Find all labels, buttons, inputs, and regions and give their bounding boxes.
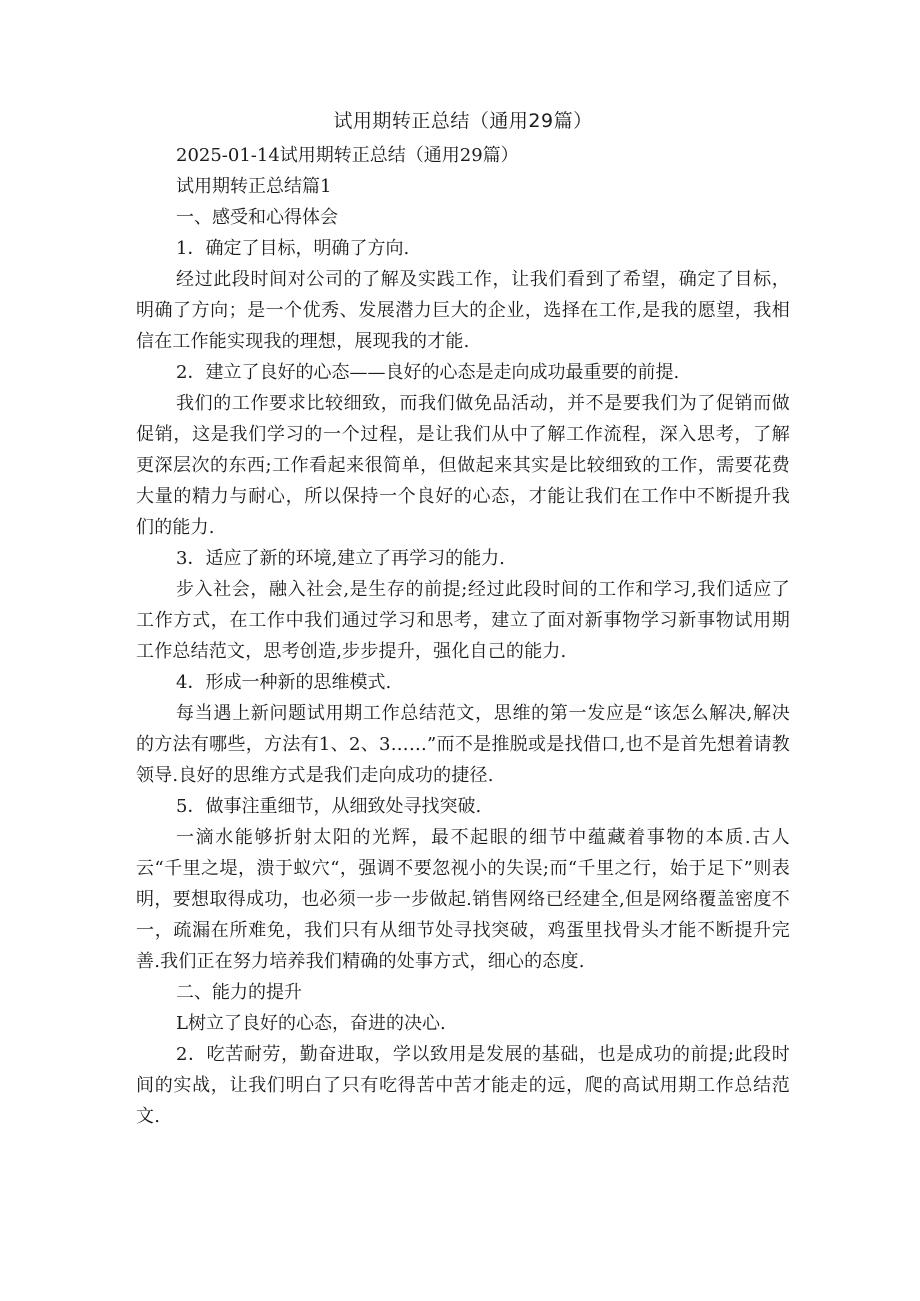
- item-1: 1．确定了目标，明确了方向.: [176, 238, 410, 259]
- document-page: [136, 106, 790, 1132]
- paragraph-1: 经过此段时间对公司的了解及实践工作，让我们看到了希望，确定了目标，明确了方向；是一个优秀、发展潜力巨大的企业，选择在工作,是我的愿望，我相信在工作能实现我的理想，展现我的才能.: [136, 269, 790, 352]
- heading-ability: 二、能力的提升: [176, 982, 302, 1003]
- item-2: 2．建立了良好的心态——良好的心态是走向成功最重要的前提.: [176, 362, 680, 383]
- paragraph-3: 步入社会，融入社会,是生存的前提;经过此段时间的工作和学习,我们适应了工作方式，在工作中我们通过学习和思考，建立了面对新事物学习新事物试用期工作总结范文，思考创造,步步提升，强化自己的能力.: [136, 579, 790, 662]
- item-6: L树立了良好的心态，奋进的决心.: [176, 1013, 446, 1034]
- item-4: 4．形成一种新的思维模式.: [176, 672, 392, 693]
- date-line: 2025-01-14试用期转正总结（通用29篇）: [176, 145, 519, 166]
- paragraph-5: 一滴水能够折射太阳的光辉，最不起眼的细节中蕴藏着事物的本质.古人云“千里之堤，溃于蚁穴“，强调不要忽视小的失误;而“千里之行，始于足下”则表明，要想取得成功，也必须一步一步做起.销售网络已经建全,但是网络覆盖密度不一，疏漏在所难免，我们只有从细节处寻找突破，鸡蛋里找骨头才能不断提升完善.我们正在努力培养我们精确的处事方式，细心的态度.: [136, 827, 790, 972]
- item-5: 5．做事注重细节，从细致处寻找突破.: [176, 796, 482, 817]
- paragraph-2: 我们的工作要求比较细致，而我们做免品活动，并不是要我们为了促销而做促销，这是我们学习的一个过程，是让我们从中了解工作流程，深入思考，了解更深层次的东西;工作看起来很简单，但做起来其实是比较细致的工作，需要花费大量的精力与耐心，所以保持一个良好的心态，才能让我们在工作中不断提升我们的能力.: [136, 393, 790, 538]
- document-title: 试用期转正总结（通用29篇）: [333, 110, 593, 132]
- item-3: 3．适应了新的环境,建立了再学习的能力.: [176, 548, 505, 569]
- paragraph-6: 2．吃苦耐劳，勤奋进取，学以致用是发展的基础，也是成功的前提;此段时间的实战，让我们明白了只有吃得苦中苦才能走的远，爬的高试用期工作总结范文.: [136, 1044, 790, 1127]
- paragraph-4: 每当遇上新问题试用期工作总结范文，思维的第一发应是“该怎么解决,解决的方法有哪些，方法有1、2、3……”而不是推脱或是找借口,也不是首先想着请教领导.良好的思维方式是我们走向成功的捷径.: [136, 703, 790, 786]
- section-title: 试用期转正总结篇1: [176, 176, 332, 197]
- heading-feelings: 一、感受和心得体会: [176, 207, 338, 228]
